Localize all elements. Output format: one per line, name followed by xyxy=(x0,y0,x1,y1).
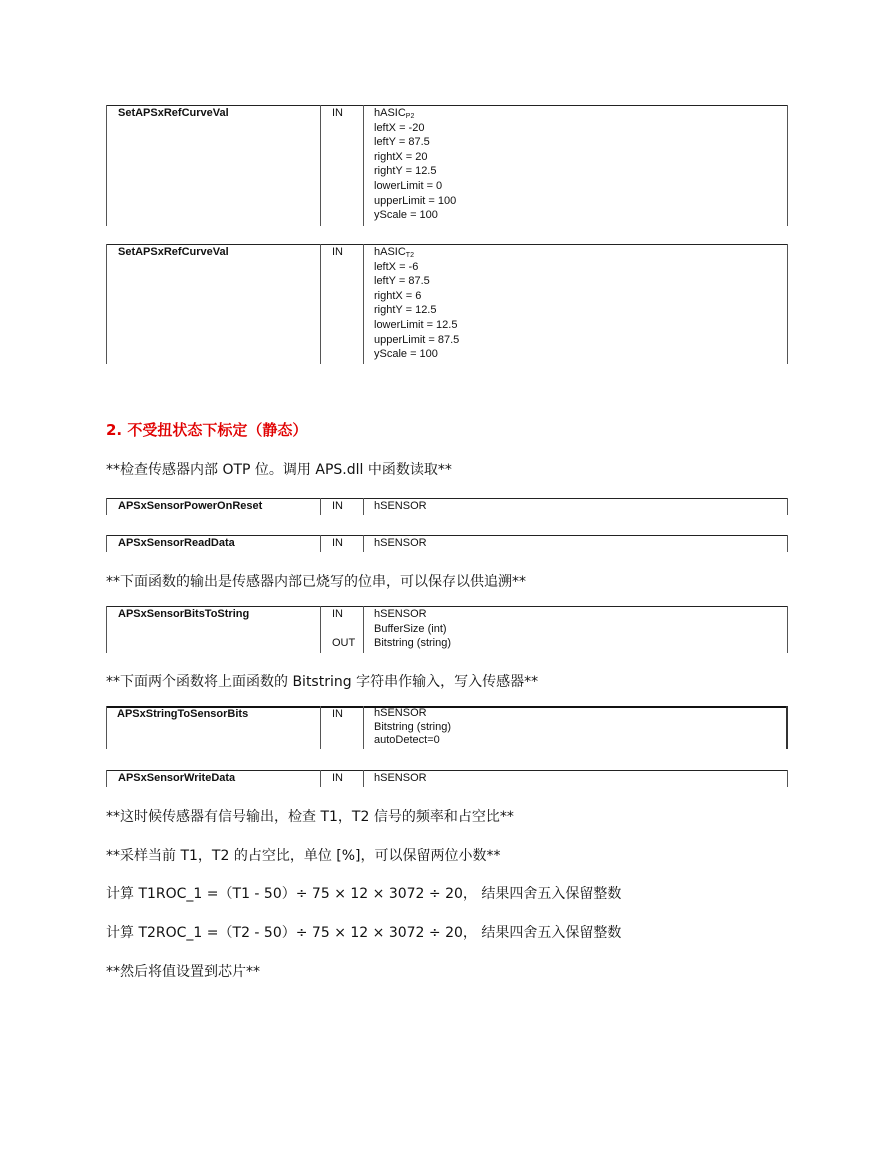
api-table-writedata xyxy=(106,770,788,787)
param-direction: IN xyxy=(332,537,343,549)
paragraph: **这时候传感器有信号输出，检查 T1，T2 信号的频率和占空比** xyxy=(106,809,514,825)
function-name: APSxSensorWriteData xyxy=(118,772,236,784)
section-heading: 2. 不受扭状态下标定（静态） xyxy=(106,421,308,439)
param-direction: IN xyxy=(332,107,343,119)
function-name: SetAPSxRefCurveVal xyxy=(118,246,229,258)
param: hSENSOR xyxy=(374,537,427,549)
param-direction: IN xyxy=(332,708,343,720)
api-table-powerreset xyxy=(106,498,788,515)
param: hSENSOR xyxy=(374,772,427,784)
api-table-readdata xyxy=(106,535,788,552)
param: Bitstring (string) xyxy=(374,637,452,650)
param: hSENSOR xyxy=(374,500,427,512)
param: leftY = 87.5 xyxy=(374,136,430,149)
paragraph: **检查传感器内部 OTP 位。调用 APS.dll 中函数读取** xyxy=(106,462,452,478)
param: rightX = 20 xyxy=(374,150,428,163)
param: hSENSOR xyxy=(374,608,427,620)
paragraph: **下面函数的输出是传感器内部已烧写的位串，可以保存以供追溯** xyxy=(106,574,526,590)
param: hSENSOR xyxy=(374,707,427,719)
param-direction: IN xyxy=(332,772,343,784)
param: rightY = 12.5 xyxy=(374,165,437,178)
param: yScale = 100 xyxy=(374,348,438,361)
param: autoDetect=0 xyxy=(374,734,440,746)
param-list xyxy=(374,245,459,362)
param-list xyxy=(374,106,456,223)
formula-t1: 计算 T1ROC_1 =（T1 - 50）÷ 75 × 12 × 3072 ÷ 20， 结果四舍五入保留整数 xyxy=(106,886,622,902)
param: upperLimit = 100 xyxy=(374,194,457,207)
function-name: APSxSensorReadData xyxy=(118,537,235,549)
paragraph: **然后将值设置到芯片** xyxy=(106,964,260,980)
api-table-setapsxrefcurveval-p2 xyxy=(106,105,788,226)
param-direction: OUT xyxy=(332,637,356,650)
param-direction: IN xyxy=(332,500,343,512)
param: leftY = 87.5 xyxy=(374,275,430,288)
api-table-setapsxrefcurveval-t2 xyxy=(106,244,788,364)
param: lowerLimit = 0 xyxy=(374,179,443,192)
paragraph: **下面两个函数将上面函数的 Bitstring 字符串作输入，写入传感器** xyxy=(106,674,539,690)
function-name: APSxStringToSensorBits xyxy=(117,708,249,720)
paragraph: **采样当前 T1，T2 的占空比，单位 [%]，可以保留两位小数** xyxy=(106,848,501,864)
param: BufferSize (int) xyxy=(374,622,447,635)
param-direction: IN xyxy=(332,246,343,258)
api-table-bitstostring xyxy=(106,606,788,653)
api-table-stringtobits xyxy=(106,706,788,749)
param: leftX = -6 xyxy=(374,260,419,273)
param-direction: IN xyxy=(332,608,343,620)
function-name: APSxSensorPowerOnReset xyxy=(118,500,263,512)
param: rightX = 6 xyxy=(374,289,422,302)
param: upperLimit = 87.5 xyxy=(374,333,460,346)
param: lowerLimit = 12.5 xyxy=(374,318,458,331)
param: rightY = 12.5 xyxy=(374,304,437,317)
param: Bitstring (string) xyxy=(374,720,452,733)
function-name: SetAPSxRefCurveVal xyxy=(118,107,229,119)
param-handle: hASIC$_{T2}$ xyxy=(374,246,414,259)
param: leftX = -20 xyxy=(374,121,425,134)
param: yScale = 100 xyxy=(374,209,438,222)
param-handle: hASIC$_{P2}$ xyxy=(374,107,415,120)
function-name: APSxSensorBitsToString xyxy=(118,608,250,620)
formula-t2: 计算 T2ROC_1 =（T2 - 50）÷ 75 × 12 × 3072 ÷ 20， 结果四舍五入保留整数 xyxy=(106,925,622,941)
